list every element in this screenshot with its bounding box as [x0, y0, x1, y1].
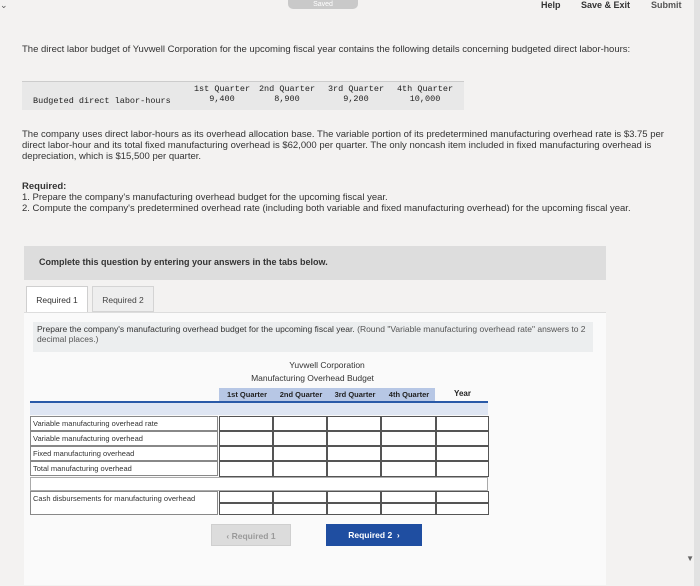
- input-variable-rate-col-4[interactable]: [381, 416, 436, 431]
- row-label-cash-disbursements: Cash disbursements for manufacturing overhead: [30, 491, 218, 515]
- input-total-overhead-col-1[interactable]: [219, 461, 273, 477]
- required-item-2: 2. Compute the company's predetermined overhead rate (including both variable and fixed manufacturing overhead) for the upcoming fiscal year.: [22, 203, 631, 214]
- quarter-header: 2nd Quarter: [258, 84, 316, 94]
- input-cash-disbursements-col-5[interactable]: [436, 491, 489, 503]
- budget-year-header: Year: [454, 389, 471, 398]
- input-fixed-overhead-col-2[interactable]: [273, 446, 327, 461]
- input-total-overhead-col-4[interactable]: [381, 461, 436, 477]
- input-fixed-overhead-col-4[interactable]: [381, 446, 436, 461]
- labor-hours-table: [22, 81, 464, 110]
- instruction-box: [33, 322, 593, 352]
- quarter-value: 9,400: [209, 93, 235, 104]
- row-label-variable-overhead: Variable manufacturing overhead: [30, 431, 218, 446]
- input-fixed-overhead-col-1[interactable]: [219, 446, 273, 461]
- budget-quarter-4-header: 4th Quarter: [388, 390, 430, 399]
- blank-row: [30, 403, 488, 415]
- complete-text: Complete this question by entering your answers in the tabs below.: [39, 257, 328, 267]
- budget-quarter-1-header: 1st Quarter: [226, 390, 268, 399]
- labor-quarter-2: [256, 85, 318, 104]
- input-total-overhead-col-2[interactable]: [273, 461, 327, 477]
- budget-company: Yuvwell Corporation: [289, 360, 365, 370]
- input-cash-disbursements-col-1[interactable]: [219, 491, 273, 503]
- labor-quarter-3: [325, 85, 387, 104]
- top-bar: [0, 0, 700, 14]
- row-label-variable-rate: Variable manufacturing overhead rate: [30, 416, 218, 431]
- overhead-description: The company uses direct labor-hours as its overhead allocation base. The variable portion of its predetermined manufacturing overhead rate is $3.75 per direct labor-hour and its total fixed manufacturing overhead is $62,000 per quarter. The only noncash item included in fixed manufacturing overhead is depreciation, which is $15,500 per quarter.: [22, 129, 664, 162]
- input-variable-overhead-col-4[interactable]: [381, 431, 436, 446]
- required-section: [22, 181, 672, 214]
- labor-quarter-4: [394, 85, 456, 104]
- next-label: Required 2: [348, 530, 393, 540]
- collapse-caret-icon[interactable]: ⌄: [0, 0, 8, 10]
- save-exit-link[interactable]: Save & Exit: [581, 0, 631, 10]
- row-label-fixed-overhead: Fixed manufacturing overhead: [30, 446, 218, 461]
- quarter-value: 8,900: [274, 93, 300, 104]
- quarter-value: 10,000: [409, 93, 441, 104]
- help-link[interactable]: Help: [541, 0, 561, 10]
- prev-label: Required 1: [231, 531, 276, 541]
- input-cash-disbursements-2-col-5[interactable]: [436, 503, 489, 515]
- submit-link[interactable]: Submit: [651, 0, 682, 10]
- quarter-header: 1st Quarter: [193, 84, 251, 94]
- labor-row-label: Budgeted direct labor-hours: [33, 96, 171, 106]
- required-title: Required:: [22, 181, 67, 192]
- spacer-row: [30, 477, 488, 491]
- input-cash-disbursements-2-col-1[interactable]: [219, 503, 273, 515]
- scrollbar-track[interactable]: [694, 0, 700, 586]
- instruction-rounding: (Round "Variable manufacturing overhead rate" answers to 2 decimal places.): [37, 324, 586, 344]
- scroll-down-icon[interactable]: ▼: [686, 554, 694, 563]
- input-variable-rate-col-5[interactable]: [436, 416, 489, 431]
- intro-text: The direct labor budget of Yuvwell Corporation for the upcoming fiscal year contains the following details concerning budgeted direct labor-hours:: [22, 44, 631, 55]
- input-total-overhead-col-5[interactable]: [436, 461, 489, 477]
- input-fixed-overhead-col-5[interactable]: [436, 446, 489, 461]
- quarter-value: 9,200: [343, 93, 369, 104]
- prev-required-1-button[interactable]: ‹ Required 1: [211, 524, 291, 546]
- input-variable-rate-col-3[interactable]: [327, 416, 381, 431]
- input-variable-overhead-col-1[interactable]: [219, 431, 273, 446]
- labor-quarter-1: [191, 85, 253, 104]
- next-required-2-button[interactable]: Required 2 ›: [326, 524, 422, 546]
- input-cash-disbursements-2-col-4[interactable]: [381, 503, 436, 515]
- input-variable-rate-col-1[interactable]: [219, 416, 273, 431]
- input-cash-disbursements-col-2[interactable]: [273, 491, 327, 503]
- tab-required-1[interactable]: Required 1: [26, 286, 88, 312]
- instructions-banner: [24, 246, 606, 280]
- input-variable-overhead-col-2[interactable]: [273, 431, 327, 446]
- budget-title: Manufacturing Overhead Budget: [251, 373, 374, 383]
- instruction-main: Prepare the company's manufacturing overhead budget for the upcoming fiscal year.: [37, 324, 355, 334]
- quarter-header: 3rd Quarter: [327, 84, 385, 94]
- saved-indicator: Saved: [288, 0, 358, 9]
- input-variable-rate-col-2[interactable]: [273, 416, 327, 431]
- budget-quarter-2-header: 2nd Quarter: [279, 390, 323, 399]
- tab-required-2[interactable]: Required 2: [92, 286, 154, 312]
- input-cash-disbursements-2-col-3[interactable]: [327, 503, 381, 515]
- input-variable-overhead-col-3[interactable]: [327, 431, 381, 446]
- quarter-header: 4th Quarter: [396, 84, 454, 94]
- input-cash-disbursements-2-col-2[interactable]: [273, 503, 327, 515]
- budget-quarter-3-header: 3rd Quarter: [334, 390, 376, 399]
- input-variable-overhead-col-5[interactable]: [436, 431, 489, 446]
- input-total-overhead-col-3[interactable]: [327, 461, 381, 477]
- input-fixed-overhead-col-3[interactable]: [327, 446, 381, 461]
- input-cash-disbursements-col-3[interactable]: [327, 491, 381, 503]
- input-cash-disbursements-col-4[interactable]: [381, 491, 436, 503]
- row-label-total-overhead: Total manufacturing overhead: [30, 461, 218, 476]
- required-item-1: 1. Prepare the company's manufacturing overhead budget for the upcoming fiscal year.: [22, 192, 388, 203]
